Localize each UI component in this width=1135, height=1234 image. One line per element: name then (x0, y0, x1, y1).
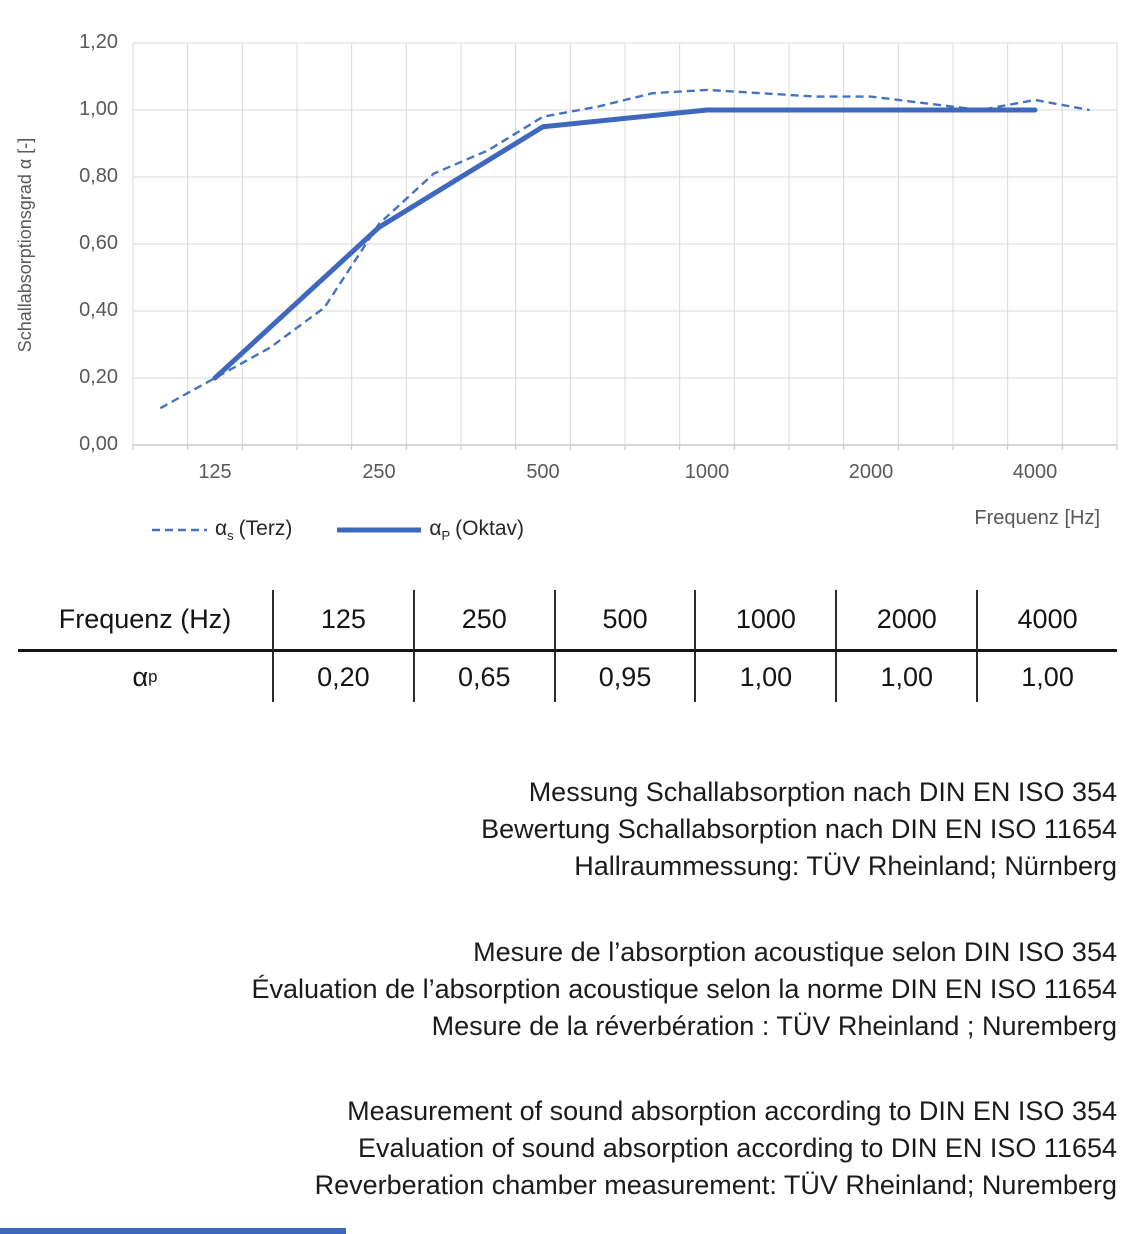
x-tick-label: 1000 (684, 461, 730, 483)
table-header-row (18, 590, 1117, 652)
table-value-1000: 1,00 (694, 652, 835, 702)
x-tick-label: 500 (526, 461, 560, 483)
x-tick-label: 250 (362, 461, 396, 483)
legend-item-oktav (337, 517, 524, 543)
note-french-line-1: Mesure de l’absorption acoustique selon DIN ISO 354 (473, 937, 1117, 967)
note-english (315, 1093, 1117, 1204)
legend-item-terz (152, 517, 292, 543)
x-tick-label: 125 (198, 461, 232, 483)
y-tick-label: 0,00 (79, 433, 118, 455)
table-value-250: 0,65 (413, 652, 554, 702)
table-value-row (18, 652, 1117, 702)
y-axis-title: Schallabsorptionsgrad α [-] (15, 137, 35, 353)
x-axis-title: Frequenz [Hz] (974, 507, 1100, 529)
note-german-line-3: Hallraummessung: TÜV Rheinland; Nürnberg (574, 851, 1117, 881)
table-row-label-alpha-p: α p (132, 661, 158, 692)
note-german (481, 774, 1117, 885)
note-french-line-2: Évaluation de l’absorption acoustique selon la norme DIN EN ISO 11654 (251, 974, 1117, 1004)
y-tick-label: 0,40 (79, 299, 118, 321)
note-english-line-1: Measurement of sound absorption according to DIN EN ISO 354 (347, 1096, 1117, 1126)
y-tick-label: 1,20 (79, 31, 118, 53)
chart-legend (152, 517, 524, 543)
y-tick-label: 1,00 (79, 98, 118, 120)
chart-plot-area (0, 0, 1135, 460)
y-tick-label: 0,80 (79, 165, 118, 187)
table-header-1000: 1000 (694, 590, 835, 652)
legend-label-oktav: $\alpha_P$ (Oktav) (429, 517, 524, 544)
table-header-500: 500 (554, 590, 695, 652)
table-value-125: 0,20 (272, 652, 413, 702)
table-header-125: 125 (272, 590, 413, 652)
legend-label-terz: $\alpha_s$ (Terz) (215, 517, 293, 544)
note-english-line-3: Reverberation chamber measurement: TÜV Rheinland; Nuremberg (314, 1170, 1117, 1200)
note-english-line-2: Evaluation of sound absorption according to DIN EN ISO 11654 (358, 1133, 1117, 1163)
table-header-2000: 2000 (835, 590, 976, 652)
table-header-4000: 4000 (976, 590, 1117, 652)
table-header-frequenz: Frequenz (Hz) (18, 590, 272, 652)
table-value-500: 0,95 (554, 652, 695, 702)
frequency-table (18, 590, 1117, 702)
solid-line-sample (337, 526, 421, 534)
table-header-250: 250 (413, 590, 554, 652)
y-tick-label: 0,60 (79, 232, 118, 254)
x-tick-label: 4000 (1012, 461, 1058, 483)
note-german-line-2: Bewertung Schallabsorption nach DIN EN ISO 11654 (481, 814, 1117, 844)
note-french-line-3: Mesure de la réverbération : TÜV Rheinland ; Nuremberg (431, 1011, 1117, 1041)
footer-accent-bar (0, 1228, 346, 1234)
table-value-2000: 1,00 (835, 652, 976, 702)
dashed-line-sample (152, 526, 207, 534)
y-tick-label: 0,20 (79, 366, 118, 388)
x-tick-label: 2000 (848, 461, 894, 483)
note-german-line-1: Messung Schallabsorption nach DIN EN ISO 354 (528, 777, 1117, 807)
table-value-4000: 1,00 (976, 652, 1117, 702)
note-french (251, 934, 1117, 1045)
